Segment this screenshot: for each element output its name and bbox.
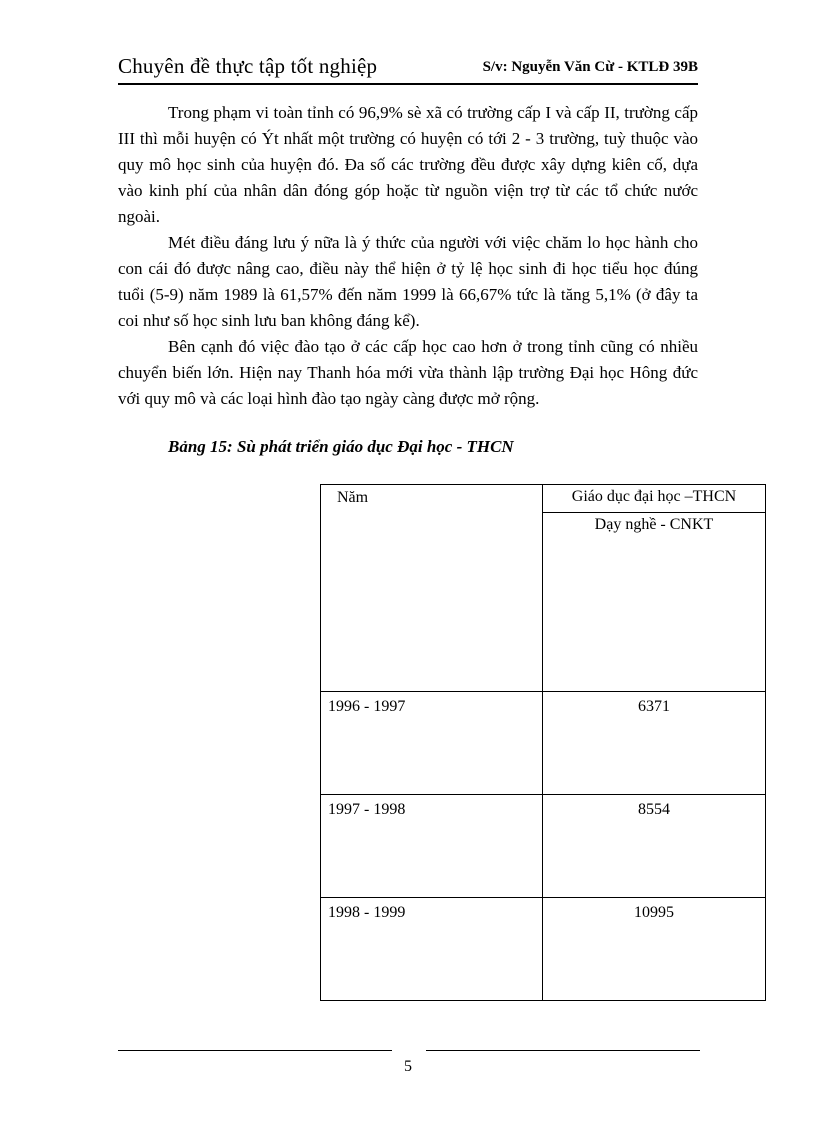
- page-header: [118, 50, 698, 82]
- education-table: [320, 484, 766, 1001]
- paragraph-1: Trong phạm vi toàn tỉnh có 96,9% sè xã có trường cấp I và cấp II, trường cấp III thì mỗi huyện có Ýt nhất một trường có huyện có tới 2 - 3 trường, tuỳ thuộc vào quy mô học sinh của huyện đó. Đa số các trường đều được xây dựng kiên cố, dựa vào kinh phí của nhân dân đóng góp hoặc từ nguồn viện trợ từ các tổ chức nước ngoài.: [118, 103, 698, 226]
- header-title: Chuyên đề thực tập tốt nghiệp: [118, 54, 378, 78]
- table-title: Bảng 15: Sù phát triển giáo dục Đại học - THCN: [168, 437, 514, 456]
- paragraph-3: Bên cạnh đó việc đào tạo ở các cấp học cao hơn ở trong tỉnh cũng có nhiều chuyển biến lớn. Hiện nay Thanh hóa mới vừa thành lập trường Đại học Hông đức với quy mô và các loại hình đào tạo ngày càng được mở rộng.: [118, 337, 698, 408]
- page-number: 5: [404, 1058, 412, 1075]
- body-text: [118, 100, 698, 412]
- year-cell: [321, 795, 543, 898]
- header-education-cell: [543, 485, 766, 513]
- count-value: 10995: [634, 904, 674, 921]
- count-value: 8554: [638, 801, 670, 818]
- header-author: S/v: Nguyễn Văn Cừ - KTLĐ 39B: [482, 59, 698, 75]
- table-row: [321, 898, 766, 1001]
- header-divider: [118, 83, 698, 85]
- table-row: [321, 692, 766, 795]
- year-value: 1997 - 1998: [328, 801, 406, 818]
- year-cell: [321, 898, 543, 1001]
- header-vocational-label: Dạy nghề - CNKT: [594, 516, 714, 534]
- count-value: 6371: [638, 698, 670, 715]
- value-cell: [543, 898, 766, 1001]
- table-row: [321, 795, 766, 898]
- value-cell: [543, 692, 766, 795]
- header-vocational-cell: [543, 513, 766, 692]
- paragraph-2: Mét điều đáng lưu ý nữa là ý thức của người với việc chăm lo học hành cho con cái đó được nâng cao, điều này thể hiện ở tỷ lệ học sinh đi học tiểu học đúng tuổi (5-9) năm 1989 là 61,57% đến năm 1999 là 66,67% tức là tăng 5,1% (ở đây ta coi như số học sinh lưu ban không đáng kể).: [118, 233, 698, 330]
- year-value: 1996 - 1997: [328, 698, 406, 715]
- footer-divider-right: [426, 1050, 700, 1051]
- header-year-label: Năm: [337, 489, 369, 506]
- footer-divider-left: [118, 1050, 392, 1051]
- header-year-cell: [321, 485, 543, 692]
- year-value: 1998 - 1999: [328, 904, 406, 921]
- year-cell: [321, 692, 543, 795]
- header-education-label: Giáo dục đại học –THCN: [571, 488, 737, 505]
- value-cell: [543, 795, 766, 898]
